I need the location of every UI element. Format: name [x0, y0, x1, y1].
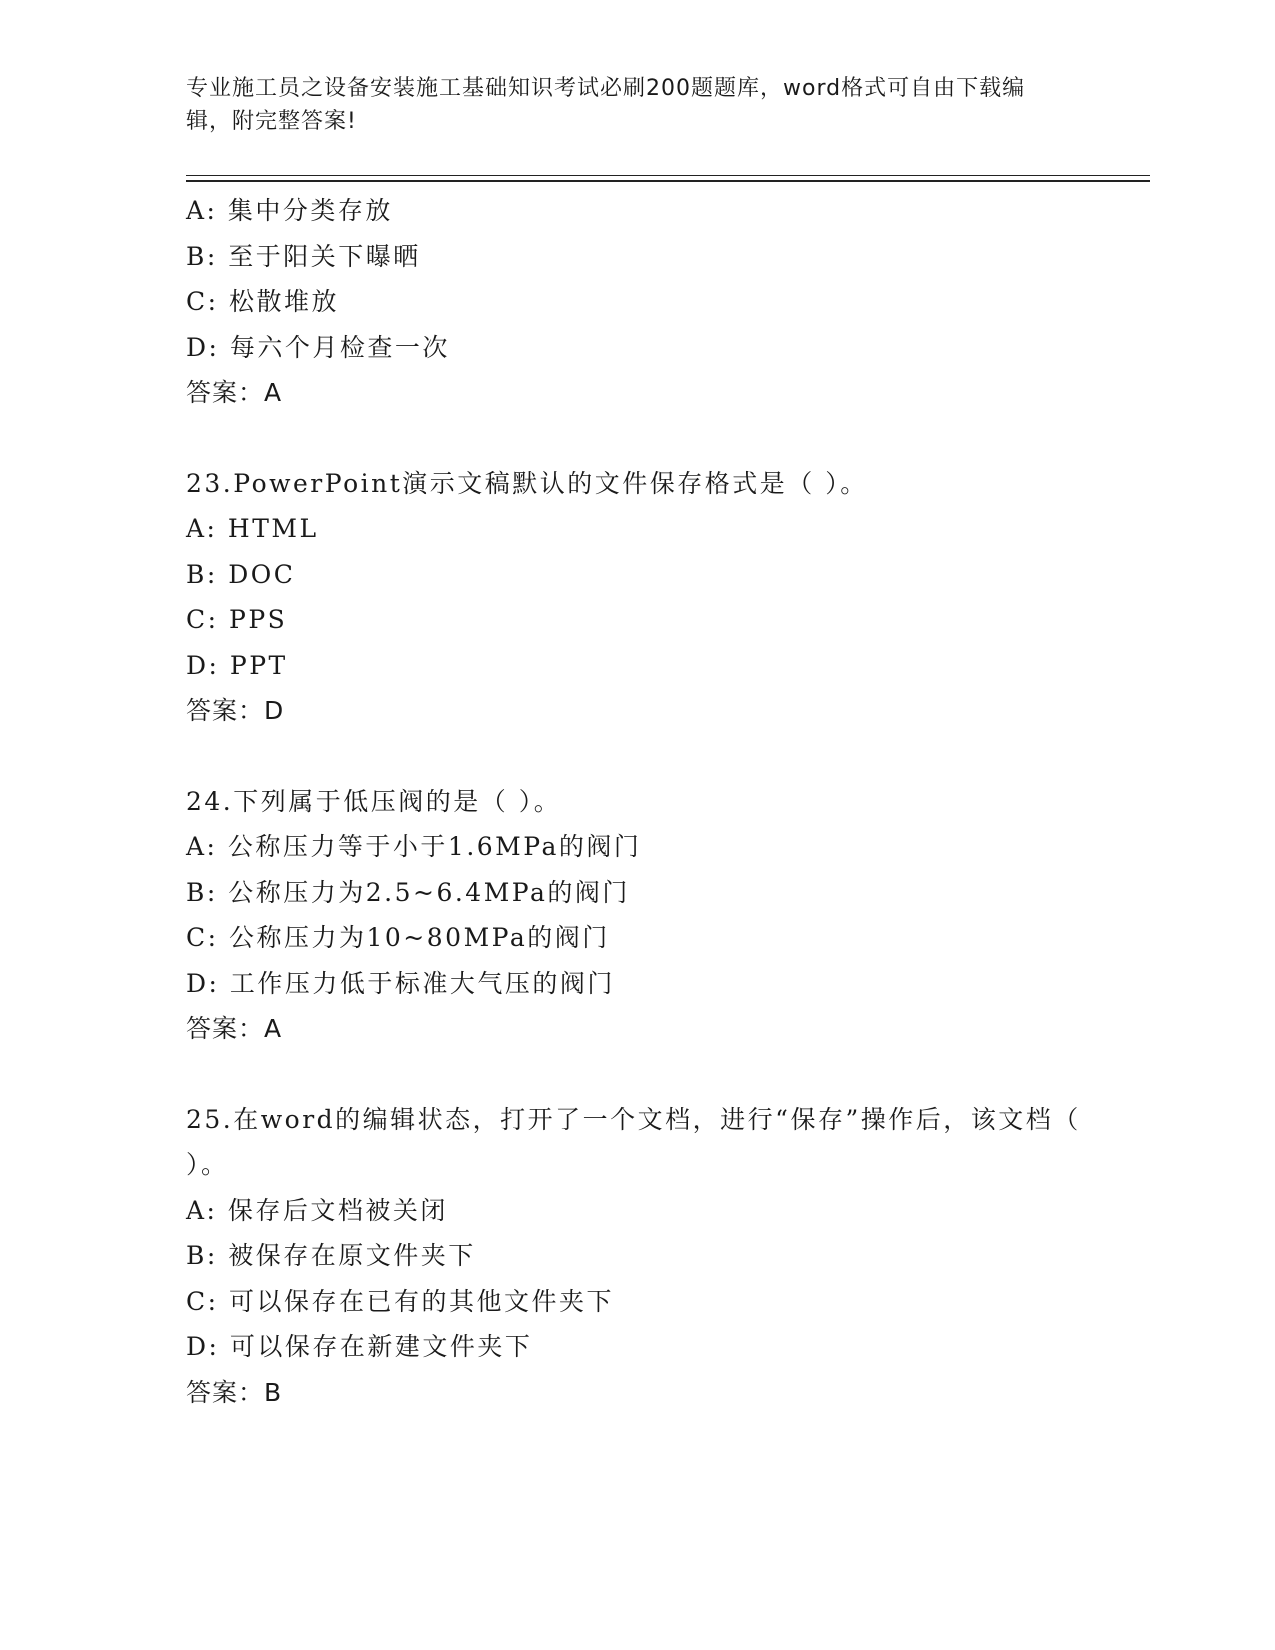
answer: 答案：D	[186, 696, 285, 725]
option-c: C: 公称压力为10~80MPa的阀门	[186, 923, 610, 952]
option-a: A: 公称压力等于小于1.6MPa的阀门	[186, 832, 642, 861]
option-b: B: 至于阳关下曝晒	[186, 241, 421, 271]
option-d: D: 可以保存在新建文件夹下	[186, 1332, 533, 1361]
question-list	[186, 188, 1086, 1415]
answer: 答案：A	[186, 378, 283, 407]
option-a: A: 保存后文档被关闭	[186, 1195, 448, 1225]
option-c: C: PPS	[186, 605, 288, 634]
option-a: A: HTML	[186, 514, 319, 543]
answer: 答案：B	[186, 1377, 283, 1407]
option-d: D: 工作压力低于标准大气压的阀门	[186, 968, 615, 998]
option-d: D: 每六个月检查一次	[186, 332, 450, 362]
answer: 答案：A	[186, 1014, 283, 1043]
header-rule-thick	[186, 180, 1150, 182]
option-a: A: 集中分类存放	[186, 196, 393, 225]
document-header: 专业施工员之设备安装施工基础知识考试必刷200题题库，word格式可自由下载编辑，附完整答案!	[186, 76, 1026, 134]
header-rule-thin	[186, 175, 1150, 176]
question-text: 25.在word的编辑状态，打开了一个文档，进行“保存”操作后，该文档（ ）。	[186, 1104, 1081, 1179]
question-text: 24.下列属于低压阀的是（ ）。	[186, 786, 562, 816]
option-b: B: 公称压力为2.5~6.4MPa的阀门	[186, 877, 630, 907]
option-d: D: PPT	[186, 650, 288, 680]
option-b: B: DOC	[186, 559, 296, 589]
option-b: B: 被保存在原文件夹下	[186, 1241, 476, 1270]
option-c: C: 可以保存在已有的其他文件夹下	[186, 1286, 614, 1316]
option-c: C: 松散堆放	[186, 287, 339, 316]
question-text: 23.PowerPoint演示文稿默认的文件保存格式是（ ）。	[186, 468, 868, 498]
